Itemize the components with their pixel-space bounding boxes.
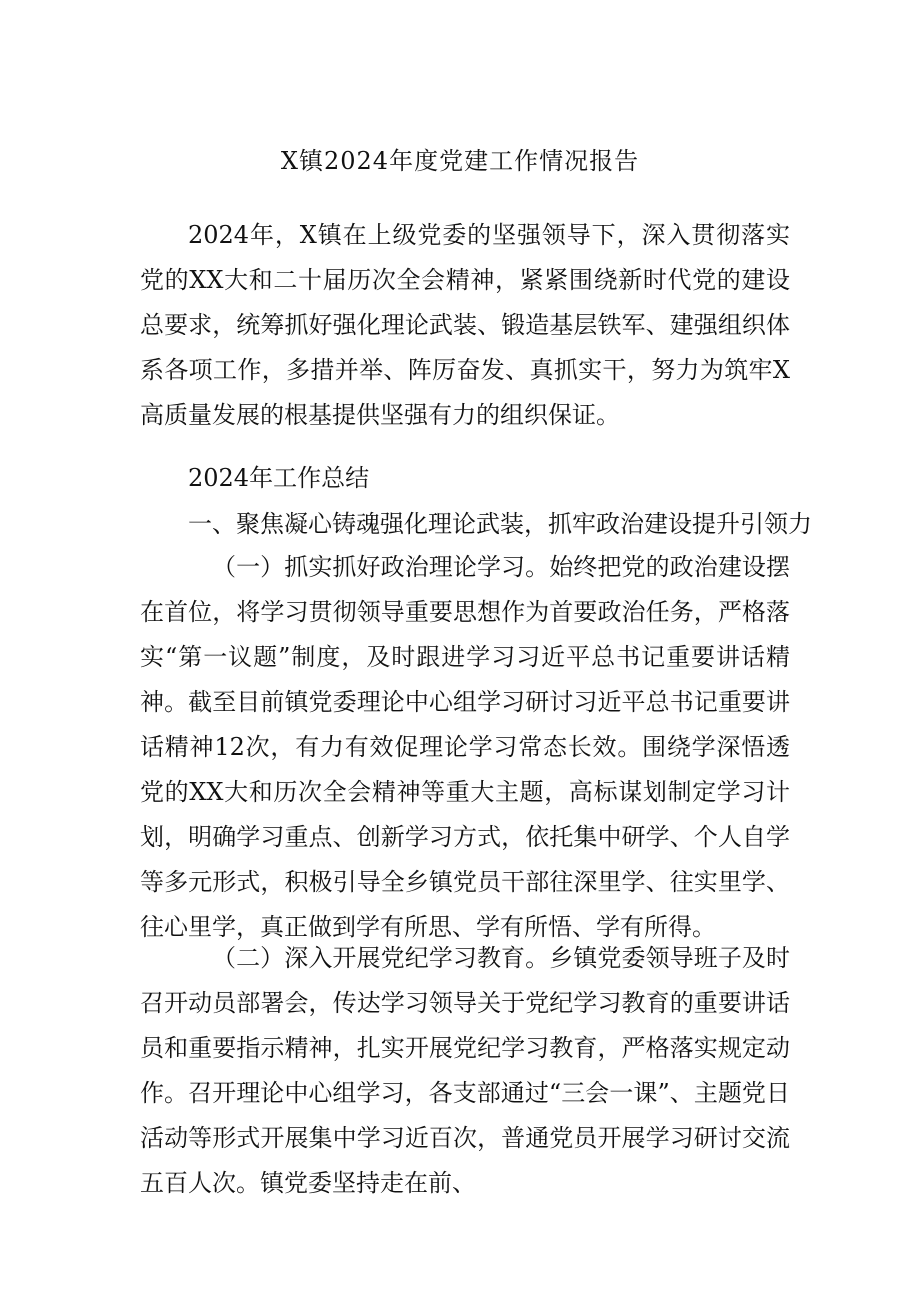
intro-paragraph: 2024年，X镇在上级党委的坚强领导下，深入贯彻落实党的XX大和二十届历次全会精神，紧紧围绕新时代党的建设总要求，统筹抓好强化理论武装、锻造基层铁军、建强组织体系各项工作，多措并举、阵厉奋发、真抓实干，努力为筑牢X高质量发展的根基提供坚强有力的组织保证。 xyxy=(140,221,790,429)
body-paragraph: （一）抓实抓好政治理论学习。始终把党的政治建设摆在首位，将学习贯彻领导重要思想作为首要政治任务，严格落实“第一议题”制度，及时跟进学习习近平总书记重要讲话精神。截至目前镇党委理论中心组学习研讨习近平总书记重要讲话精神12次，有力有效促理论学习常态长效。围绕学深悟透党的XX大和历次全会精神等重大主题，高标谋划制定学习计划，明确学习重点、创新学习方式，依托集中研学、个人自学等多元形式，积极引导全乡镇党员干部往深里学、往实里学、往心里学，真正做到学有所思、学有所悟、学有所得。 xyxy=(140,553,790,941)
body-paragraph: （二）深入开展党纪学习教育。乡镇党委领导班子及时召开动员部署会，传达学习领导关于党纪学习教育的重要讲话员和重要指示精神，扎实开展党纪学习教育，严格落实规定动作。召开理论中心组学习，各支部通过“三会一课”、主题党日活动等形式开展集中学习近百次，普通党员开展学习研讨交流五百人次。镇党委坚持走在前、 xyxy=(140,944,790,1197)
subsection-heading: 一、聚焦凝心铸魂强化理论武装，抓牢政治建设提升引领力 xyxy=(188,510,812,538)
section-heading: 2024年工作总结 xyxy=(188,464,370,492)
document-title: X镇2024年度党建工作情况报告 xyxy=(280,147,640,175)
